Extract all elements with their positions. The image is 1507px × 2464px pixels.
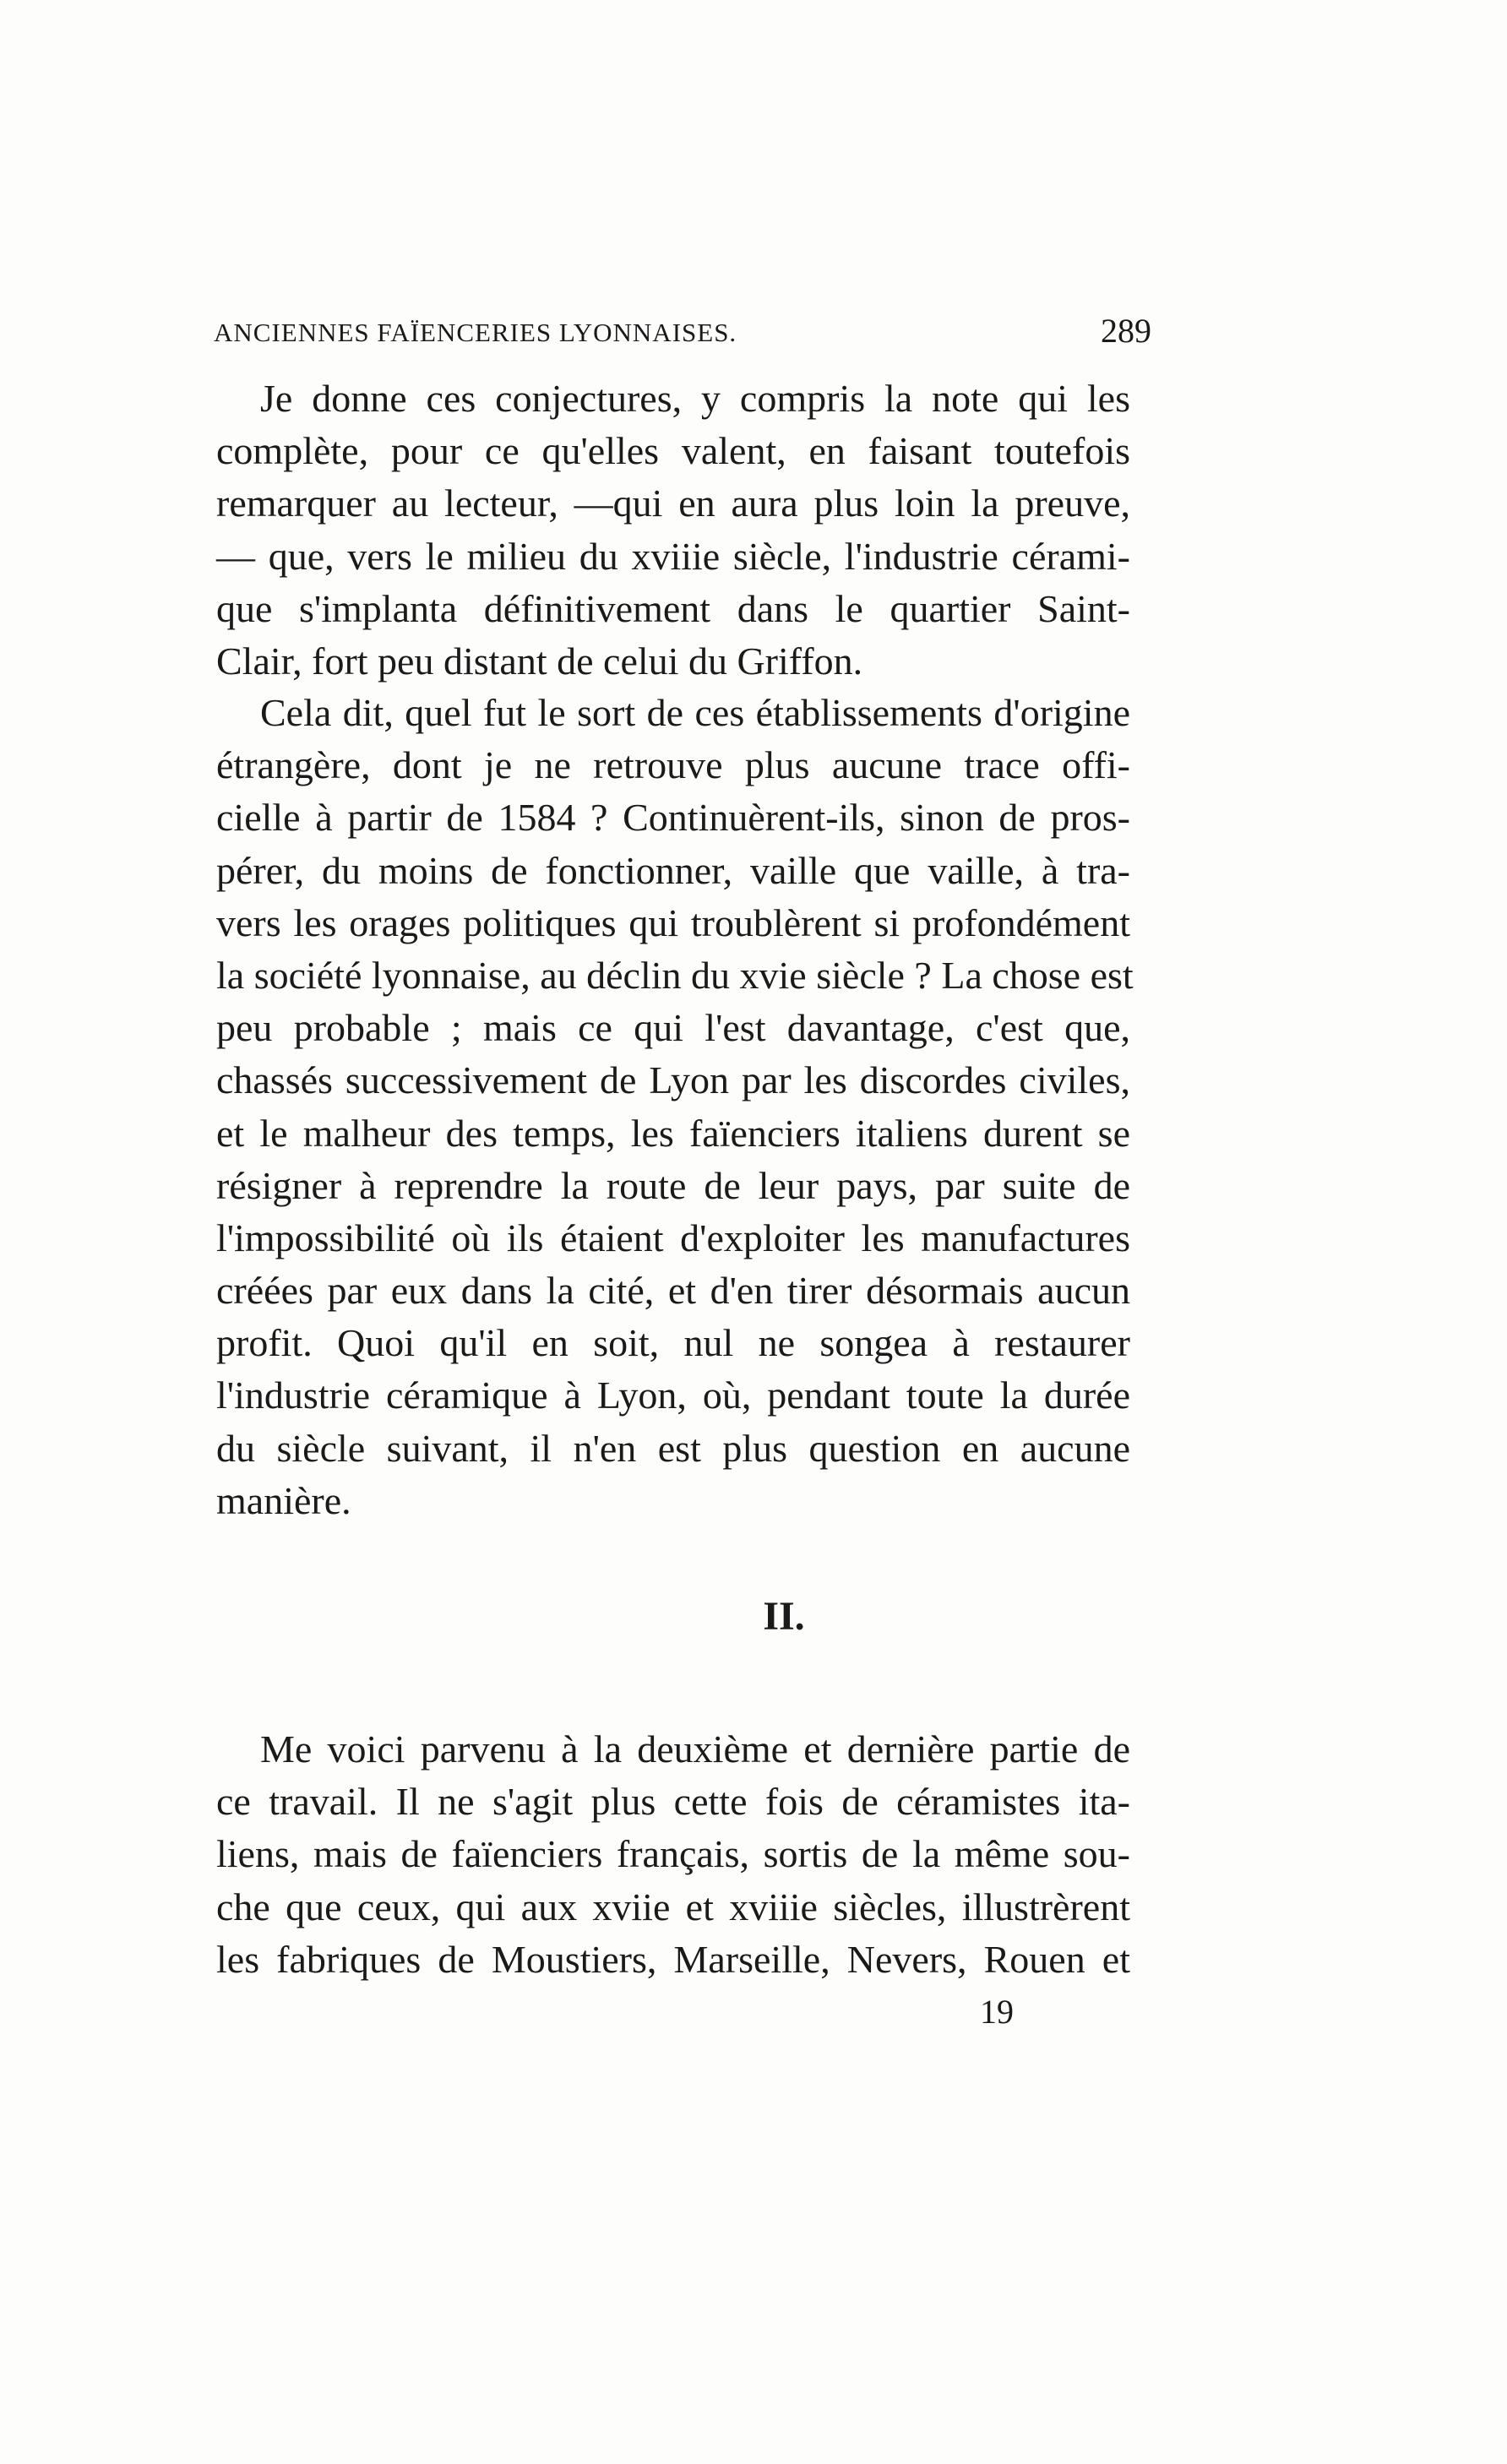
text-line: du siècle suivant, il n'en est plus question en aucune (216, 1426, 1130, 1470)
text-line: peu probable ; mais ce qui l'est davantage, c'est que, (216, 1006, 1130, 1050)
text-line: étrangère, dont je ne retrouve plus aucune trace offi- (216, 743, 1130, 787)
text-line: pérer, du moins de fonctionner, vaille que vaille, à tra- (216, 848, 1130, 892)
text-line: Je donne ces conjectures, y compris la note qui les (260, 377, 1130, 420)
text-line: l'industrie céramique à Lyon, où, pendant toute la durée (216, 1373, 1130, 1417)
text-line: liens, mais de faïenciers français, sortis de la même sou- (216, 1832, 1130, 1876)
section-heading: II. (763, 1594, 805, 1639)
running-head (214, 311, 1151, 362)
text-line: vers les orages politiques qui troublèrent si profondément (216, 900, 1130, 944)
page-number: 289 (1101, 312, 1151, 350)
text-line: résigner à reprendre la route de leur pays, par suite de (216, 1163, 1130, 1207)
text-line: cielle à partir de 1584 ? Continuèrent-ils, sinon de pros- (216, 796, 1130, 840)
paragraph-3 (216, 1723, 1130, 1986)
running-head-title: ANCIENNES FAÏENCERIES LYONNAISES. (214, 318, 737, 347)
text-line: chassés successivement de Lyon par les discordes civiles, (216, 1058, 1130, 1102)
text-line: Cela dit, quel fut le sort de ces établissements d'origine (260, 691, 1130, 734)
text-line: la société lyonnaise, au déclin du xvie siècle ? La chose est (216, 953, 1134, 997)
text-line: et le malheur des temps, les faïenciers italiens durent se (216, 1111, 1130, 1155)
text-line: — que, vers le milieu du xviiie siècle, l'industrie cérami- (216, 534, 1130, 578)
text-line: les fabriques de Moustiers, Marseille, Nevers, Rouen et (216, 1937, 1130, 1981)
paragraph-1 (216, 373, 1130, 688)
text-line: Clair, fort peu distant de celui du Griffon. (216, 639, 863, 683)
text-line: complète, pour ce qu'elles valent, en faisant toutefois (216, 429, 1130, 473)
text-line: que s'implanta définitivement dans le quartier Saint- (216, 586, 1130, 630)
text-line: che que ceux, qui aux xviie et xviiie siècles, illustrèrent (216, 1885, 1130, 1928)
signature-mark: 19 (980, 1993, 1014, 2031)
text-line: créées par eux dans la cité, et d'en tirer désormais aucun (216, 1269, 1130, 1313)
paragraph-2 (216, 687, 1134, 1527)
text-line: profit. Quoi qu'il en soit, nul ne songea à restaurer (216, 1321, 1130, 1365)
text-line: manière. (216, 1478, 351, 1522)
text-line: l'impossibilité où ils étaient d'exploiter les manufactures (216, 1216, 1130, 1259)
text-line: Me voici parvenu à la deuxième et dernière partie de (260, 1727, 1130, 1770)
text-line: remarquer au lecteur, —qui en aura plus loin la preuve, (216, 481, 1130, 525)
text-line: ce travail. Il ne s'agit plus cette fois de céramistes ita- (216, 1780, 1130, 1824)
